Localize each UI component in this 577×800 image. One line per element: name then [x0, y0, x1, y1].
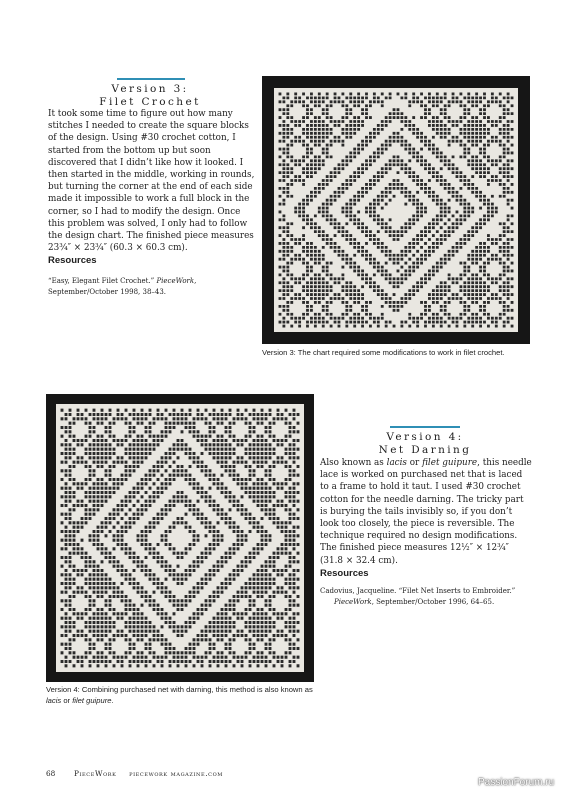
- version3-body-text: It took some time to figure out how many stitches I needed to create the square blocks of the design. Using #30 crochet cotton, I started from the bottom up but soon discovered that I didn’t like how it looked. I then started in the middle, working in rounds, but turning the corner at the end of each side made it impossible to work a full block in the corner, so I had to modify the design. Once this problem was solved, I only had to follow the design chart. The finished piece measures 23¾″ × 23¾″ (60.3 × 60.3 cm).: [48, 109, 255, 254]
- version3-caption: Version 3: The chart required some modifications to work in filet crochet.: [262, 348, 505, 357]
- watermark: PassionForum.ru: [478, 777, 555, 788]
- filet-crochet-lace-image: [262, 76, 530, 344]
- version4-heading-number: Version 4:: [386, 431, 464, 443]
- version4-body: [320, 457, 532, 580]
- version3-reference: “Easy, Elegant Filet Crochet.” PieceWork, September/October 1998, 38–43.: [48, 277, 197, 296]
- page-number: 68: [46, 769, 56, 778]
- page-footer: [46, 769, 306, 778]
- version4-reference: Cadovius, Jacqueline. “Filet Net Inserts to Embroider.” PieceWork, September/October 1996, 64–65.: [320, 587, 516, 606]
- version3-heading-number: Version 3:: [111, 83, 189, 95]
- version3-heading-rule: [117, 78, 185, 80]
- version4-resources-heading: Resources: [320, 567, 369, 579]
- version4-caption: Version 4: Combining purchased net with darning, this method is also known as lacis or filet guipure.: [46, 685, 313, 705]
- version3-heading: [50, 83, 250, 109]
- version4-heading-rule: [390, 426, 460, 428]
- version3-resources-heading: Resources: [48, 255, 97, 267]
- version4-heading: [320, 431, 530, 457]
- net-darning-lace-image: [46, 394, 314, 682]
- version3-body: [48, 108, 258, 268]
- version3-heading-title: Filet Crochet: [99, 96, 201, 108]
- version4-body-text: Also known as lacis or filet guipure, this needle lace is worked on purchased net that is laced to a frame to hold it taut. I used #30 crochet cotton for the needle darning. The tricky part is burying the tails invisibly so, if you don’t look too closely, the piece is reversible. The technique required no design modifications. The finished piece measures 12½″ × 12¾″ (31.8 × 32.4 cm).: [320, 458, 532, 566]
- magazine-website: piecework magazine.com: [129, 769, 224, 778]
- magazine-name: PieceWork: [73, 769, 117, 778]
- version4-heading-title: Net Darning: [378, 444, 472, 456]
- version4-photo: [46, 394, 314, 682]
- version3-photo: [262, 76, 530, 344]
